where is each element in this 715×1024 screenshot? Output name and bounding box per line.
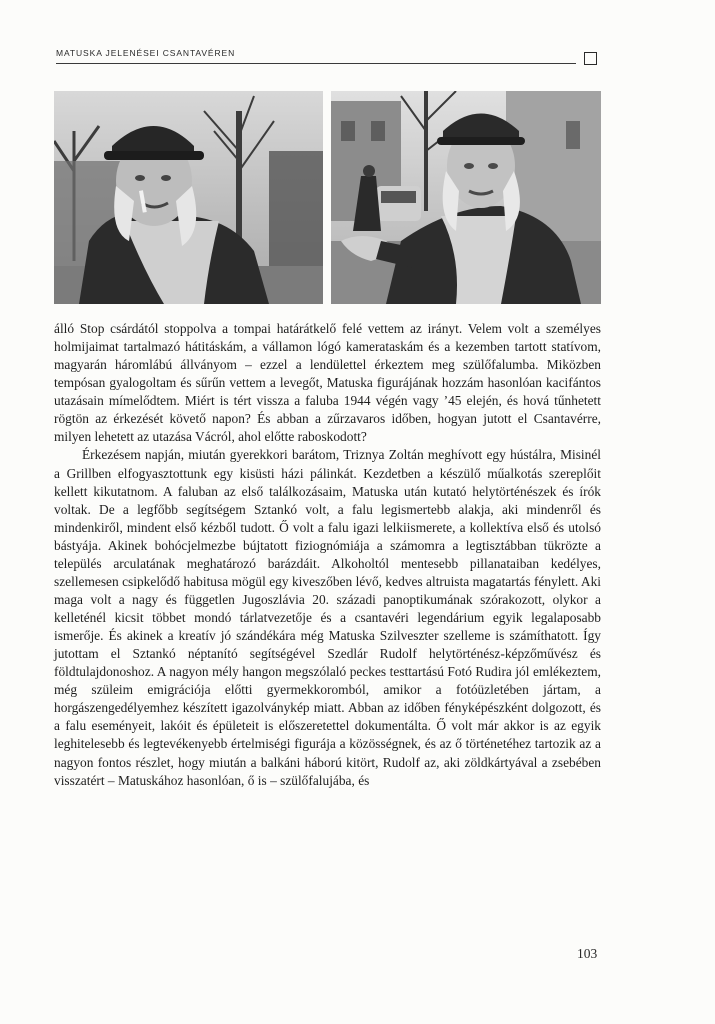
header-rule <box>56 63 576 64</box>
running-head: MATUSKA JELENÉSEI CSANTAVÉREN <box>56 48 236 58</box>
body-text <box>54 320 601 790</box>
photo-left <box>54 91 323 304</box>
page-number: 103 <box>577 946 598 961</box>
paragraph-1: álló Stop csárdától stoppolva a tompai határátkelő felé vettem az irányt. Velem volt a személyes holmijaimat tartalmazó hátitáskám, a vállamon lógó kamerataskám és a kezemben tartott statívom, magyarán háromlábú állványom – ezzel a lendülettel érkeztem meg szülőfalumba. Miközben tempósan gyalogoltam és sűrűn vettem a levegőt, Matuska figurájának hozzám hasonlóan kacifántos utazásain mímelődtem. Miért is tért vissza a faluba 1944 végén vagy ’45 elején, és hová tűnhetett rögtön az érkezését követő napon? És abban a zűrzavaros időben, hogyan jutott el Csantavérre, milyen lehetett az utazása Vácról, ahol előtte raboskodott? <box>54 321 601 445</box>
header-box-ornament <box>584 52 597 65</box>
paragraph-2: Érkezésem napján, miután gyerekkori barátom, Triznya Zoltán meghívott egy hústálra, Misinél a Grillben elfogyasztottunk egy kisüsti házi pálinkát. Kezdetben a készülő műalkotás szereplőit kellett kikutatnom. A faluban az első találkozásaim, Matuska után kutató helytörténészek és írók voltak. De a legfőbb segítségem Sztankó volt, a falu legismertebb alakja, aki mindenről és mindenkiről, mindent első kézből tudott. Ő volt a falu igazi lelkiismerete, a kollektíva első és utolsó bástyája. Akinek bohócjelmezbe bújtatott fiziognómiája a számomra a legtisztábban tükrözte a település arculatának meghatározó barázdáit. Alkoholtól mentesebb pillanataiban kedélyes, szellemesen csipkelődő habitusa mögül egy kiveszőben lévő, kedves altruista magatartás fénylett. Aki maga volt a nagy és független Jugoszlávia 20. századi panoptikumának szórakozott, olykor a kelleténél kicsit többet mondó tárlatvezetője és a csantavéri legendárium egyik legalaposabb ismerője. És akinek a kreatív jó szándékára még Matuska Szilveszter szelleme is számíthatott. Így jutottam el Sztankó néptanító segítségével Szedlár Rudolf helytörténész-képzőművész és földtulajdonoshoz. A nagyon mély hangon megszólaló peckes testtartású Fotó Rudira jól emlékeztem, még szüleim emigrációja előtti gyermekkoromból, amikor a fotóüzletében jártam, a horgászengedélyemhez készített igazolványkép miatt. Abban az időben fényképészként dolgozott, és a falu eseményeit, lakóit és épületeit is előszeretettel dokumentálta. Ő volt már akkor is az egyik leghitelesebb és legtevékenyebb értelmiségi figurája a közösségnek, és az ő történetéhez tartozik az a nagyon fontos részlet, hogy miután a balkáni háború kitört, Rudolf az, aki zöldkártyával a zsebében visszatért – Matuskához hasonlóan, ő is – szülőfalujába, és <box>54 447 601 788</box>
photo-right <box>331 91 601 304</box>
